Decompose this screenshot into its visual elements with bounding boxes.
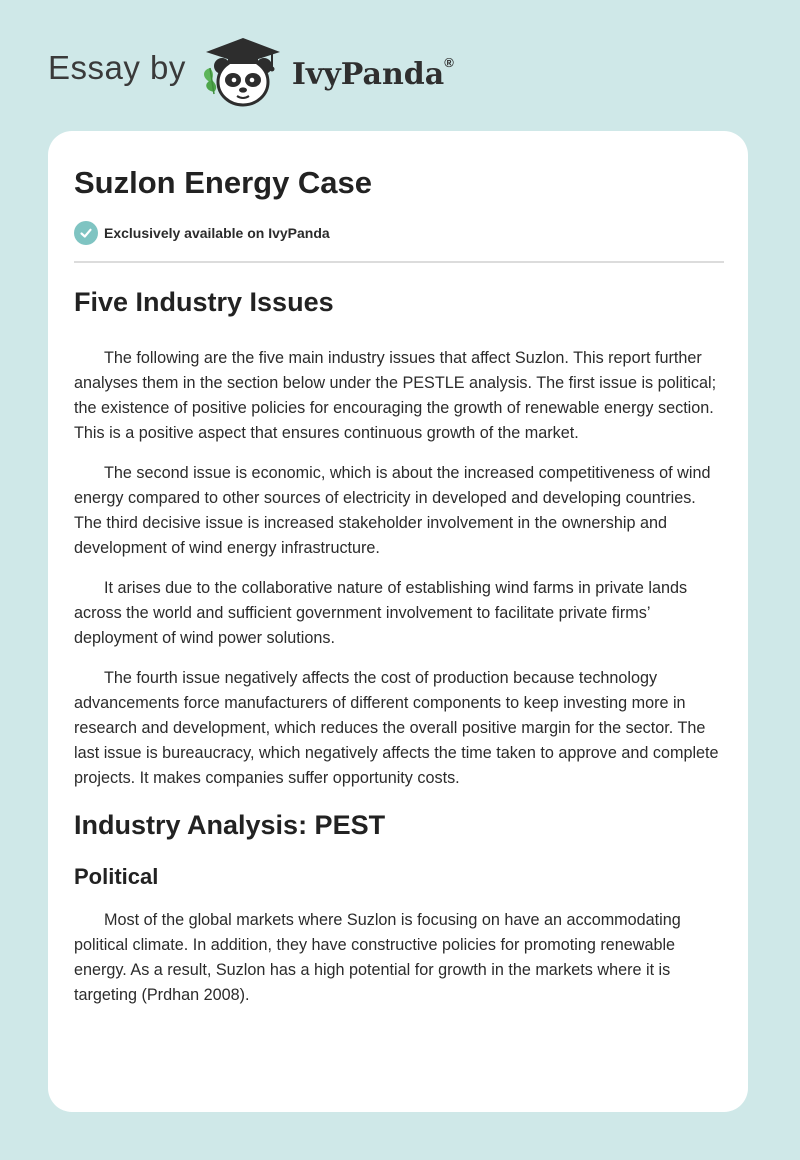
paragraph: It arises due to the collaborative nature of establishing wind farms in private lands across the world and sufficient government involvement to facilitate private firms’ deployment of wind power solutions. (74, 579, 688, 648)
paragraph: The fourth issue negatively affects the cost of production because technology advancements force manufacturers of different components to keep investing more in research and development, which reduces the overall positive margin for the sector. The last issue is bureaucracy, which negatively affects the time taken to approve and complete projects. It makes companies suffer opportunity costs. (74, 669, 719, 788)
page-title: Suzlon Energy Case (74, 165, 373, 200)
paragraph: Most of the global markets where Suzlon is focusing on have an accommodating political climate. In addition, they have constructive policies for promoting renewable energy. As a result, Suzlon has a high potential for growth in the markets where it is targeting (Prdhan 2008). (74, 910, 681, 1004)
site-header (48, 34, 454, 110)
leaf-icon (204, 68, 216, 94)
paragraph: The second issue is economic, which is about the increased competitiveness of wind energy compared to other sources of electricity in developed and developing countries. The third decisive issue is increased stakeholder involvement in the ownership and development of wind energy infrastructure. (74, 464, 711, 558)
panda-graduate-icon (200, 34, 286, 110)
essay-by-label: Essay by (48, 49, 186, 86)
check-icon (74, 221, 98, 245)
paragraph: The following are the five main industry issues that affect Suzlon. This report further analyses them in the section below under the PESTLE analysis. The first issue is political; the existence of positive policies for encouraging the growth of renewable energy section. This is a positive aspect that ensures continuous growth of the market. (74, 349, 717, 443)
registered-mark: ® (444, 54, 454, 70)
title-divider (74, 261, 724, 263)
section-heading-five-industry-issues: Five Industry Issues (74, 287, 334, 317)
ivypanda-logo[interactable] (200, 34, 454, 110)
essay-body (74, 281, 724, 1008)
essay-card (48, 131, 748, 1112)
subsection-heading-political: Political (74, 864, 159, 890)
exclusive-badge (74, 221, 330, 245)
section-heading-industry-analysis: Industry Analysis: PEST (74, 810, 386, 841)
brand-name: IvyPanda® (291, 54, 454, 92)
badge-text: Exclusively available on IvyPanda (104, 225, 330, 241)
